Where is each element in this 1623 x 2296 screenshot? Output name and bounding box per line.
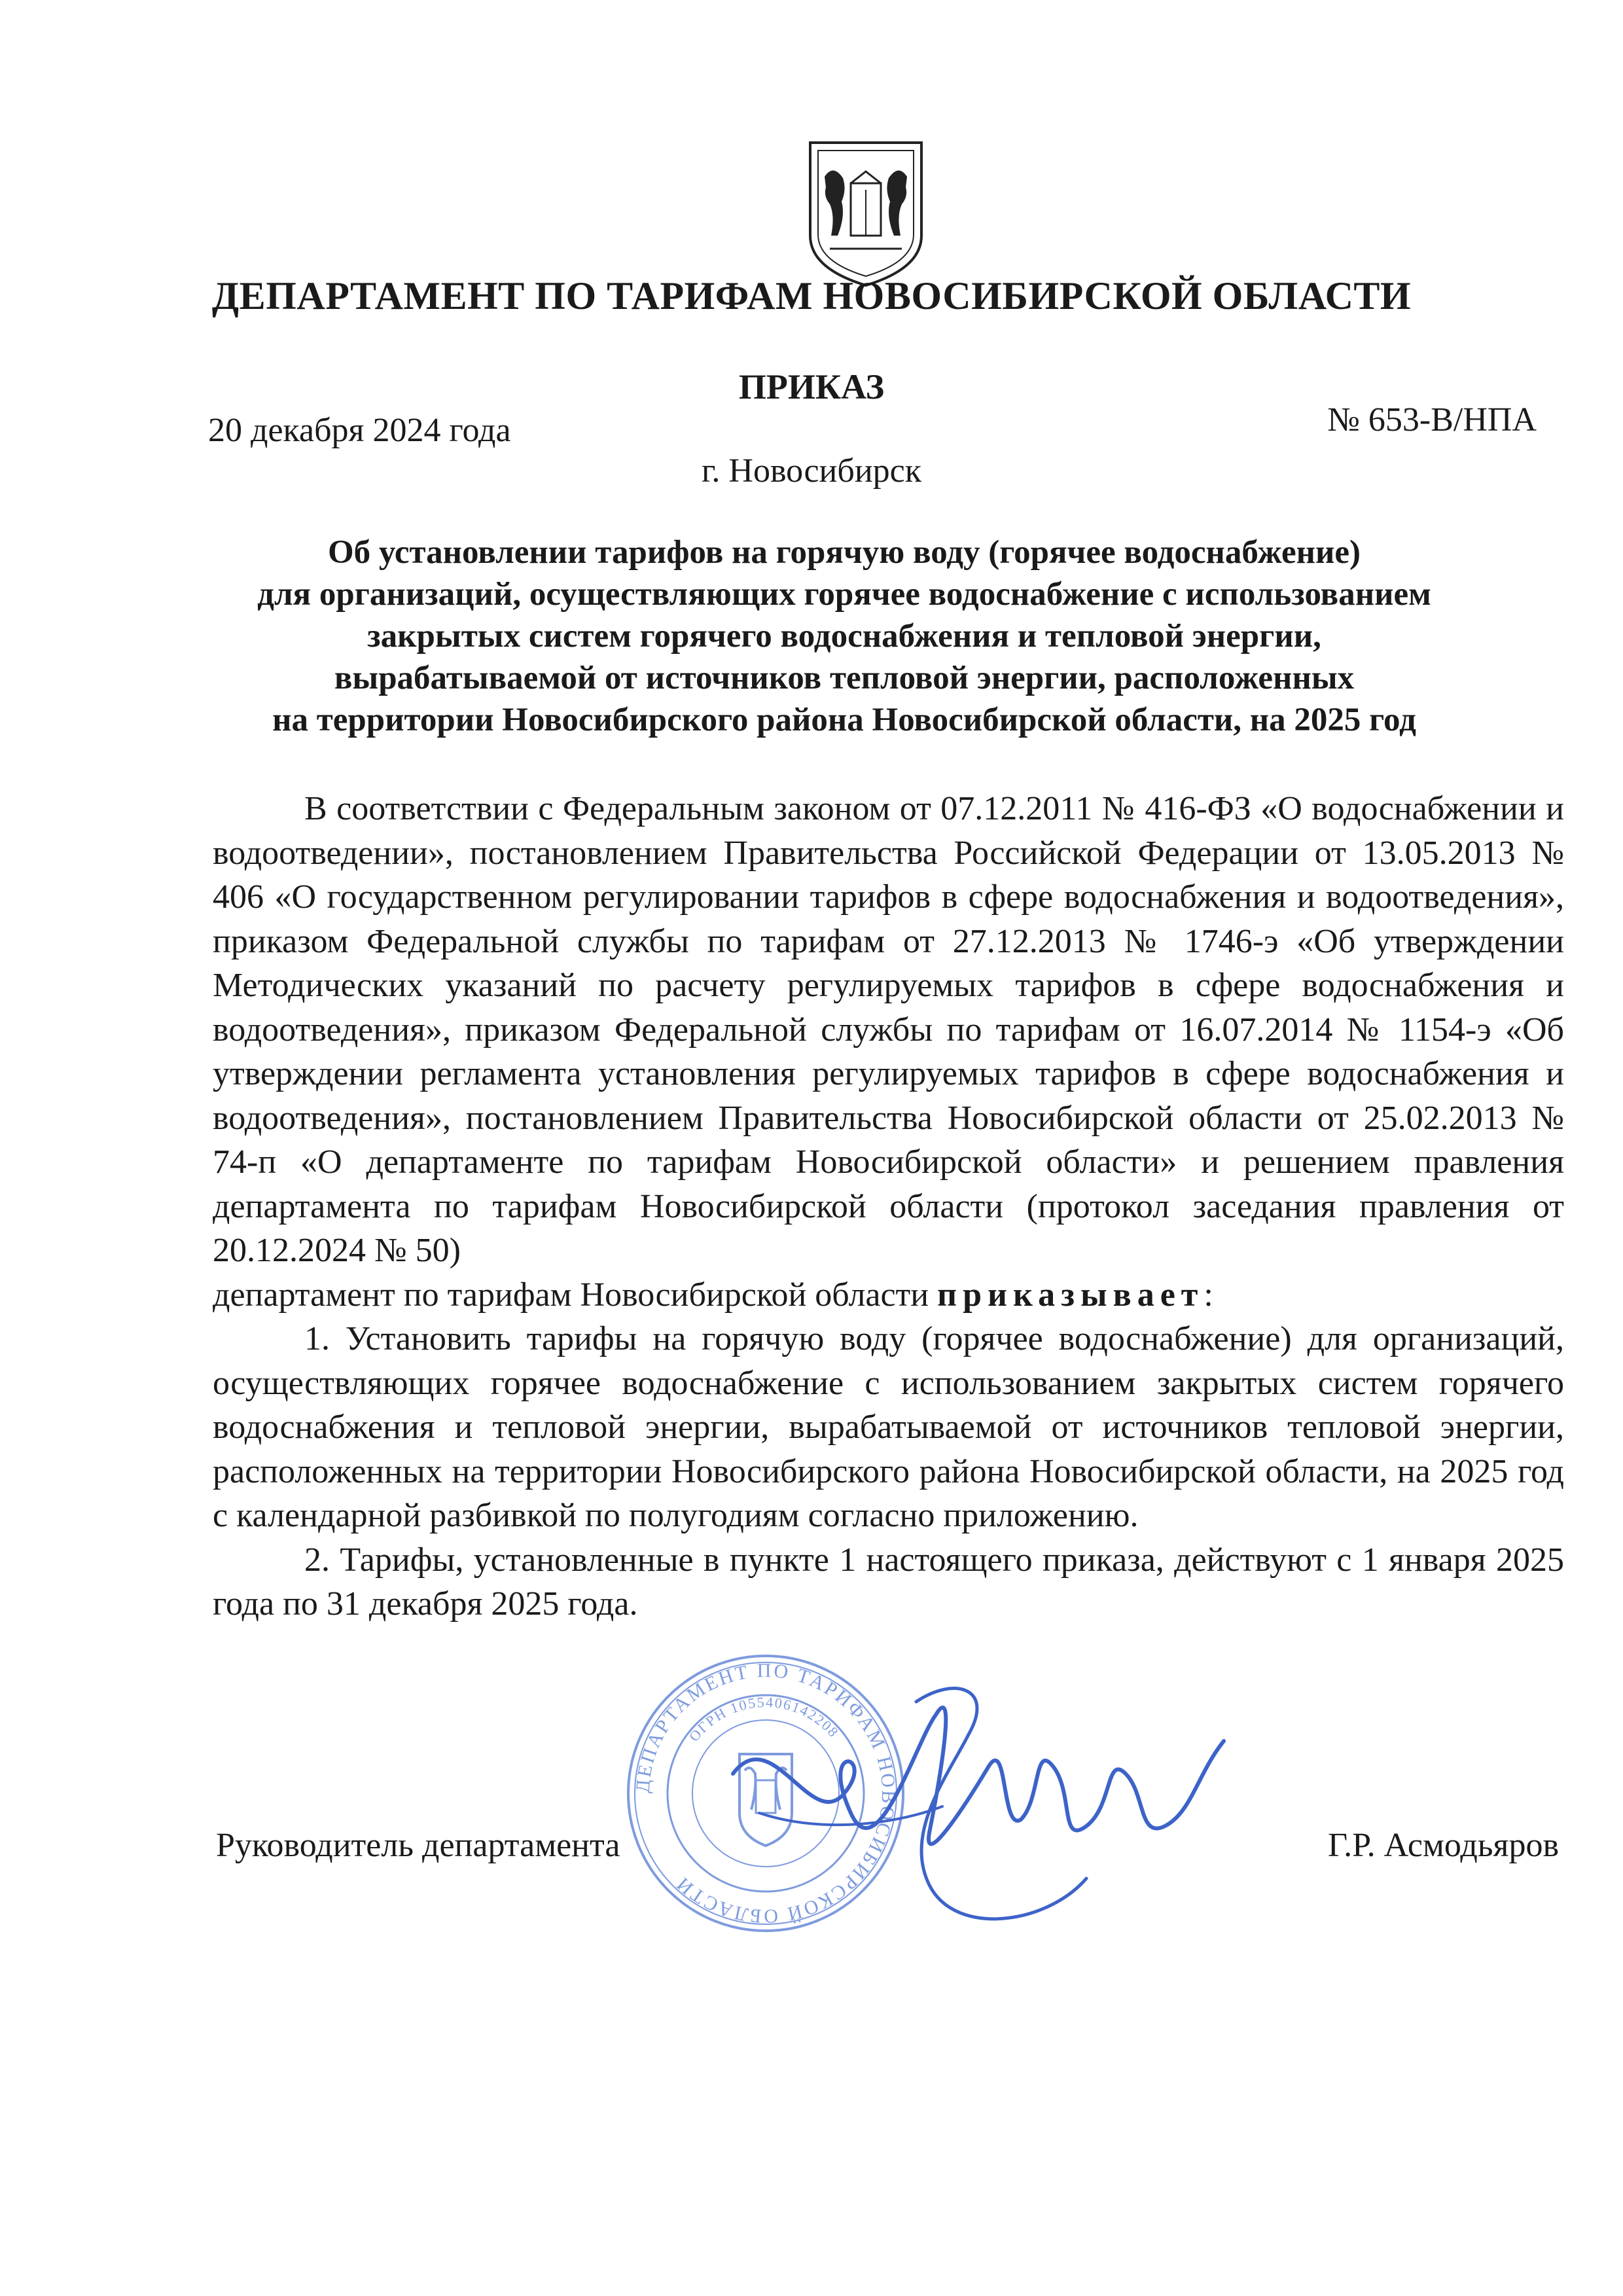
decree-line bbox=[213, 1273, 1564, 1318]
coat-of-arms-icon bbox=[804, 137, 928, 288]
document-date: 20 декабря 2024 года bbox=[208, 412, 511, 449]
document-body bbox=[213, 787, 1564, 1626]
document-subject bbox=[196, 531, 1492, 741]
order-item-2: 2. Тарифы, установленные в пункте 1 настоящего приказа, действуют с 1 января 2025 года по 31 декабря 2025 года. bbox=[213, 1541, 1564, 1623]
subject-line: вырабатываемой от источников тепловой энергии, расположенных bbox=[334, 660, 1355, 696]
subject-line: Об установлении тарифов на горячую воду (горячее водоснабжение) bbox=[328, 534, 1361, 571]
department-heading: ДЕПАРТАМЕНТ ПО ТАРИФАМ НОВОСИБИРСКОЙ ОБЛАСТИ bbox=[211, 274, 1412, 317]
signer-position: Руководитель департамента bbox=[216, 1827, 620, 1864]
order-item-1: 1. Установить тарифы на горячую воду (горячее водоснабжение) для организаций, осуществляющих горячее водоснабжение с использованием закрытых систем горячего водоснабжения и тепловой энергии, вырабатываемой от источников тепловой энергии, расположенных на территории Новосибирского района Новосибирской области, на 2025 год с календарной разбивкой по полугодиям согласно приложению. bbox=[213, 1320, 1564, 1534]
subject-line: для организаций, осуществляющих горячее водоснабжение с использованием bbox=[257, 576, 1431, 613]
handwritten-signature bbox=[720, 1662, 1243, 1964]
subject-line: на территории Новосибирского района Новосибирской области, на 2025 год bbox=[272, 702, 1416, 738]
preamble-paragraph: В соответствии с Федеральным законом от 07.12.2011 № 416-ФЗ «О водоснабжении и водоотведении», постановлением Правительства Российской Федерации от 13.05.2013 № 406 «О государственном регулировании тарифов в сфере водоснабжения и водоотведения», приказом Федеральной службы по тарифам от 27.12.2013 № 1746-э «Об утверждении Методических указаний по расчету регулируемых тарифов в сфере водоснабжения и водоотведения», приказом Федеральной службы по тарифам от 16.07.2014 № 1154-э «Об утверждении регламента установления регулируемых тарифов в сфере водоснабжения и водоотведения», постановлением Правительства Новосибирской области от 25.02.2013 № 74-п «О департаменте по тарифам Новосибирской области» и решением правления департамента по тарифам Новосибирской области (протокол заседания правления от 20.12.2024 № 50) bbox=[213, 790, 1564, 1269]
seal-ring-text: ДЕПАРТАМЕНТ ПО ТАРИФАМ НОВОСИБИРСКОЙ ОБЛАСТИ bbox=[632, 1659, 900, 1928]
decree-prefix: департамент по тарифам Новосибирской области bbox=[213, 1276, 938, 1314]
subject-line: закрытых систем горячего водоснабжения и тепловой энергии, bbox=[367, 618, 1321, 655]
decree-word: приказывает bbox=[937, 1276, 1204, 1314]
signer-name: Г.Р. Асмодьяров bbox=[1327, 1827, 1559, 1864]
decree-suffix: : bbox=[1204, 1276, 1213, 1314]
document-city: г. Новосибирск bbox=[701, 452, 922, 490]
document-type-title: ПРИКАЗ bbox=[738, 367, 885, 406]
seal-ogrn-text: ОГРН 1055406142208 bbox=[685, 1693, 843, 1745]
document-number: № 653-В/НПА bbox=[1327, 401, 1537, 439]
